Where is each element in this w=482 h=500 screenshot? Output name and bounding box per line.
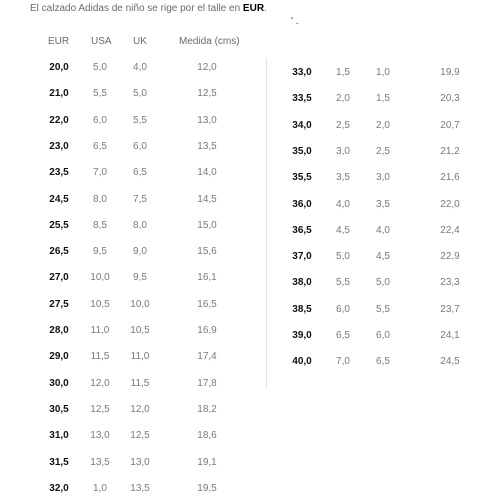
cell-usa: 2,0 (336, 93, 350, 105)
cell-uk: 7,5 (133, 193, 147, 205)
cell-eur: 38,0 (292, 277, 312, 289)
cell-usa: 13,5 (90, 456, 110, 468)
cell-uk: 4,5 (376, 251, 390, 263)
cell-uk: 12,0 (130, 403, 150, 415)
cell-usa: 1,5 (336, 67, 350, 78)
cell-eur: 31,5 (49, 456, 69, 468)
cell-usa: 2,5 (336, 119, 350, 131)
cell-cm: 21,6 (440, 172, 460, 184)
cell-uk: 10,5 (130, 325, 150, 336)
cell-cm: 23,7 (440, 303, 460, 315)
cell-uk: 4,0 (376, 224, 390, 236)
cell-cm: 13,5 (197, 140, 217, 152)
cell-eur: 33,0 (292, 67, 312, 78)
intro-text (30, 3, 267, 14)
cell-uk: 2,0 (376, 119, 390, 131)
cell-eur: 23,5 (49, 167, 69, 179)
cell-eur: 36,5 (292, 224, 312, 236)
cell-cm: 23,3 (440, 277, 460, 289)
intro-emphasis: EUR (242, 3, 265, 14)
cell-cm: 13,0 (197, 114, 217, 126)
stray-mark: ' . (291, 16, 299, 27)
table-row (0, 275, 482, 291)
cell-usa: 5,0 (93, 62, 107, 73)
cell-usa: 4,0 (336, 198, 350, 210)
cell-uk: 1,0 (376, 67, 390, 78)
cell-uk: 3,5 (376, 198, 390, 210)
cell-eur: 30,0 (49, 377, 69, 389)
cell-uk: 11,5 (130, 377, 150, 389)
cell-cm: 18,2 (197, 403, 217, 415)
cell-uk: 5,5 (376, 303, 390, 315)
header-eur: EUR (48, 36, 70, 47)
cell-eur: 35,5 (292, 172, 312, 184)
cell-uk: 9,0 (133, 246, 147, 258)
cell-eur: 36,0 (292, 198, 312, 210)
cell-cm: 14,0 (197, 167, 217, 179)
cell-eur: 37,0 (292, 251, 312, 263)
table-row (0, 302, 482, 318)
cell-usa: 5,5 (93, 88, 107, 100)
table-row (0, 455, 482, 471)
cell-usa: 8,0 (93, 193, 107, 205)
cell-uk: 5,0 (133, 88, 147, 100)
cell-cm: 18,6 (197, 430, 217, 442)
cell-cm: 24,5 (440, 356, 460, 368)
table-row (0, 65, 482, 81)
cell-uk: 6,0 (376, 330, 390, 341)
cell-eur: 39,0 (292, 330, 312, 341)
cell-eur: 22,0 (49, 114, 69, 126)
cell-cm: 21,2 (440, 145, 460, 157)
cell-cm: 12,0 (197, 62, 217, 73)
cell-cm: 20,3 (440, 93, 460, 105)
intro-label: El calzado Adidas de niño se rige por el talle en (30, 3, 243, 14)
header-medida: Medida (cms) (179, 36, 240, 47)
cell-eur: 40,0 (292, 356, 312, 368)
cell-cm: 19,1 (197, 456, 217, 468)
cell-cm: 20,7 (440, 119, 460, 131)
cell-eur: 30,5 (49, 403, 69, 415)
cell-cm: 16,9 (197, 325, 217, 336)
table-row (0, 328, 482, 344)
cell-usa: 1,0 (93, 482, 107, 494)
table-row (0, 402, 482, 418)
cell-cm: 15,6 (197, 246, 217, 258)
cell-usa: 3,0 (336, 145, 350, 157)
cell-cm: 22,0 (440, 198, 460, 210)
cell-cm: 16,1 (197, 272, 217, 284)
table-row (0, 481, 482, 497)
cell-usa: 10,0 (90, 272, 110, 284)
cell-cm: 19,9 (440, 67, 460, 78)
cell-usa: 7,0 (93, 167, 107, 179)
cell-usa: 3,5 (336, 172, 350, 184)
cell-usa: 12,0 (90, 377, 110, 389)
cell-cm: 24,1 (440, 330, 460, 341)
cell-eur: 28,0 (49, 325, 69, 336)
cell-cm: 22,4 (440, 224, 460, 236)
header-usa: USA (91, 36, 112, 47)
cell-usa: 5,0 (336, 251, 350, 263)
header-uk: UK (133, 36, 147, 47)
cell-eur: 21,0 (49, 88, 69, 100)
cell-cm: 17,8 (197, 377, 217, 389)
table-row (0, 223, 482, 239)
cell-uk: 6,5 (133, 167, 147, 179)
cell-usa: 11,0 (90, 325, 110, 336)
cell-eur: 38,5 (292, 303, 312, 315)
table-row (0, 249, 482, 265)
table-row (0, 91, 482, 107)
cell-uk: 6,0 (133, 140, 147, 152)
cell-cm: 22,9 (440, 251, 460, 263)
cell-uk: 5,0 (376, 277, 390, 289)
cell-usa: 7,0 (336, 356, 350, 368)
cell-cm: 12,5 (197, 88, 217, 100)
cell-eur: 24,5 (49, 193, 69, 205)
cell-usa: 6,5 (93, 140, 107, 152)
cell-uk: 11,0 (130, 351, 150, 363)
table-row (0, 170, 482, 186)
table-row (0, 354, 482, 370)
table-row (0, 376, 482, 392)
cell-usa: 4,5 (336, 224, 350, 236)
cell-eur: 26,5 (49, 246, 69, 258)
cell-uk: 12,5 (130, 430, 150, 442)
cell-eur: 33,5 (292, 93, 312, 105)
cell-eur: 27,5 (49, 298, 69, 310)
cell-usa: 9,5 (93, 246, 107, 258)
cell-usa: 12,5 (90, 403, 110, 415)
cell-eur: 35,0 (292, 145, 312, 157)
cell-uk: 13,0 (130, 456, 150, 468)
intro-tail: . (264, 3, 267, 14)
cell-usa: 13,0 (90, 430, 110, 442)
cell-usa: 10,5 (90, 298, 110, 310)
table-row (0, 197, 482, 213)
table-row (0, 118, 482, 134)
cell-eur: 31,0 (49, 430, 69, 442)
cell-usa: 5,5 (336, 277, 350, 289)
table-row (0, 144, 482, 160)
cell-usa: 11,5 (90, 351, 110, 363)
cell-eur: 27,0 (49, 272, 69, 284)
cell-uk: 3,0 (376, 172, 390, 184)
cell-cm: 15,0 (197, 219, 217, 231)
table-row (0, 428, 482, 444)
cell-uk: 8,0 (133, 219, 147, 231)
cell-uk: 1,5 (376, 93, 390, 105)
cell-usa: 6,0 (336, 303, 350, 315)
cell-eur: 29,0 (49, 351, 69, 363)
cell-uk: 10,0 (130, 298, 150, 310)
cell-uk: 6,5 (376, 356, 390, 368)
cell-eur: 25,5 (49, 219, 69, 231)
cell-usa: 6,5 (336, 330, 350, 341)
cell-cm: 17,4 (197, 351, 217, 363)
cell-cm: 16,5 (197, 298, 217, 310)
cell-cm: 14,5 (197, 193, 217, 205)
cell-usa: 6,0 (93, 114, 107, 126)
cell-uk: 13,5 (130, 482, 150, 494)
cell-eur: 32,0 (49, 482, 69, 494)
cell-eur: 20,0 (49, 62, 69, 73)
cell-uk: 9,5 (133, 272, 147, 284)
cell-usa: 8,5 (93, 219, 107, 231)
cell-uk: 5,5 (133, 114, 147, 126)
cell-uk: 2,5 (376, 145, 390, 157)
cell-eur: 34,0 (292, 119, 312, 131)
cell-uk: 4,0 (133, 62, 147, 73)
cell-cm: 19,5 (197, 482, 217, 494)
cell-eur: 23,0 (49, 140, 69, 152)
